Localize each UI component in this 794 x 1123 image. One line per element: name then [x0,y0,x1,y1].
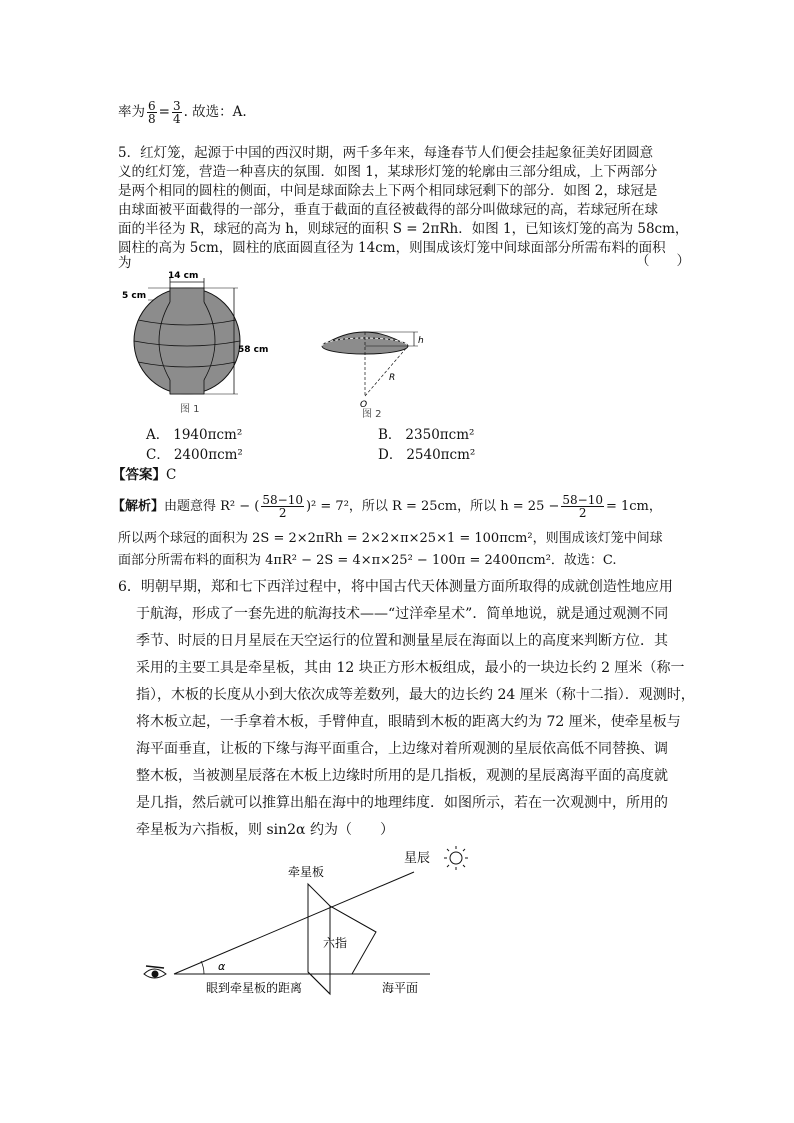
q6-line-3: 季节、时辰的日月星辰在天空运行的位置和测量星辰在海面以上的高度来判断方位．其 [136,633,668,649]
q6-line-8: 整木板，当被测星辰落在木板上边缘时所用的是几指板，观测的星辰离海平面的高度就 [136,768,668,784]
q5-answer-paren: （ ） [636,253,690,269]
q5-line-5: 面的半径为 R，球冠的高为 h，则球冠的面积 S = 2πRh．如图 1，已知该灯笼的高为 58cm， [118,221,689,237]
q6-line-10: 牵星板为六指板，则 sin2α 约为（ ） [136,822,394,838]
q6-line-5: 指），木板的长度从小到大依次成等差数列，最大的边长约 24 厘米（称十二指）．观测时， [136,687,695,703]
q5-line-6: 圆柱的高为 5cm，圆柱的底面圆直径为 14cm，则围成该灯笼中间球面部分所需布料的面积 [118,240,666,256]
angle-alpha-label: α [218,960,226,973]
option-d: D． 2540πcm² [378,447,476,463]
q6-line-2: 于航海，形成了一套先进的航海技术——“过洋牵星术”．简单地说，就是通过观测不同 [136,606,669,622]
q6-line-1: 6．明朝早期，郑和七下西洋过程中，将中国古代天体测量方面所取得的成就创造性地应用 [118,579,673,595]
six-finger-label: 六指 [323,936,348,950]
q5-line-1: 5．红灯笼，起源于中国的西汉时期，两千多年来，每逢春节人们便会挂起象征美好团圆意 [118,145,654,161]
fig1-total-height-label: 58 cm [238,345,269,355]
q5-analysis-line-3: 面部分所需布料的面积为 4πR² − 2S = 4×π×25² − 100π = 2400πcm²．故选：C. [118,553,617,568]
fraction-3-4: $\frac{3}{4}$ [172,99,181,126]
option-b: B． 2350πcm² [378,427,475,443]
q5-line-7: 为 [118,255,132,271]
star-label: 星辰 [404,851,431,866]
fig1-caption: 图 1 [180,404,200,415]
q5-answer: 【答案】C [112,467,177,483]
q5-line-4: 由球面被平面截得的一部分，垂直于截面的直径被截得的部分叫做球冠的高，若球冠所在球 [118,202,658,218]
figure-2-spherical-cap [314,318,444,418]
q6-line-9: 是几指，然后就可以推算出船在海中的地理纬度．如图所示，若在一次观测中，所用的 [136,795,668,811]
figure-1-lantern [118,268,278,418]
eye-icon [144,966,166,978]
option-a: A． 1940πcm² [146,427,243,443]
q5-line-3: 是两个相同的圆柱的侧面，中间是球面除去上下两个相同球冠剩下的部分．如图 2，球冠是 [118,183,658,199]
q5-analysis-line-2: 所以两个球冠的面积为 2S = 2×2πRh = 2×2×π×25×1 = 100πcm²，则围成该灯笼中间球 [118,531,663,546]
q5-analysis-line-1: 【解析】由题意得 R² − ( $\frac{58-10}{2}$ )² = 7²，所以 R = 25cm，所以 h = 25 − $\frac{58-10}{2}$ = 1cm， [112,493,662,520]
prev-answer-line: 率为 $\frac{6}{8}$ = $\frac{3}{4}$ . 故选：A. [118,99,247,126]
sea-level-label: 海平面 [382,981,419,995]
sun-star-icon [444,846,468,870]
fig2-o-label: O [360,400,368,410]
star-board-label: 牵星板 [288,865,325,879]
fraction-6-8: $\frac{6}{8}$ [148,99,156,126]
fig2-r-label: R [389,373,396,383]
figure-star-board [140,844,480,1000]
q6-line-7: 海平面垂直，让板的下缘与海平面重合，上边缘对着所观测的星辰依高低不同替换、调 [136,741,668,757]
fig2-h-label: h [418,336,424,346]
q6-line-6: 将木板立起，一手拿着木板，手臂伸直，眼睛到木板的距离大约为 72 厘米，使牵星板与 [136,714,681,730]
fig2-caption: 图 2 [362,409,382,418]
fig1-cyl-height-label: 5 cm [122,291,147,301]
option-c: C． 2400πcm² [146,447,243,463]
fig1-width-label: 14 cm [168,271,199,281]
prev-lead: 率为 [118,104,145,120]
distance-label: 眼到牵星板的距离 [206,981,303,995]
q5-line-2: 义的红灯笼，营造一种喜庆的氛围．如图 1，某球形灯笼的轮廓由三部分组成，上下两部分 [118,164,658,180]
q6-line-4: 采用的主要工具是牵星板，其由 12 块正方形木板组成，最小的一块边长约 2 厘米（称一 [136,660,685,676]
